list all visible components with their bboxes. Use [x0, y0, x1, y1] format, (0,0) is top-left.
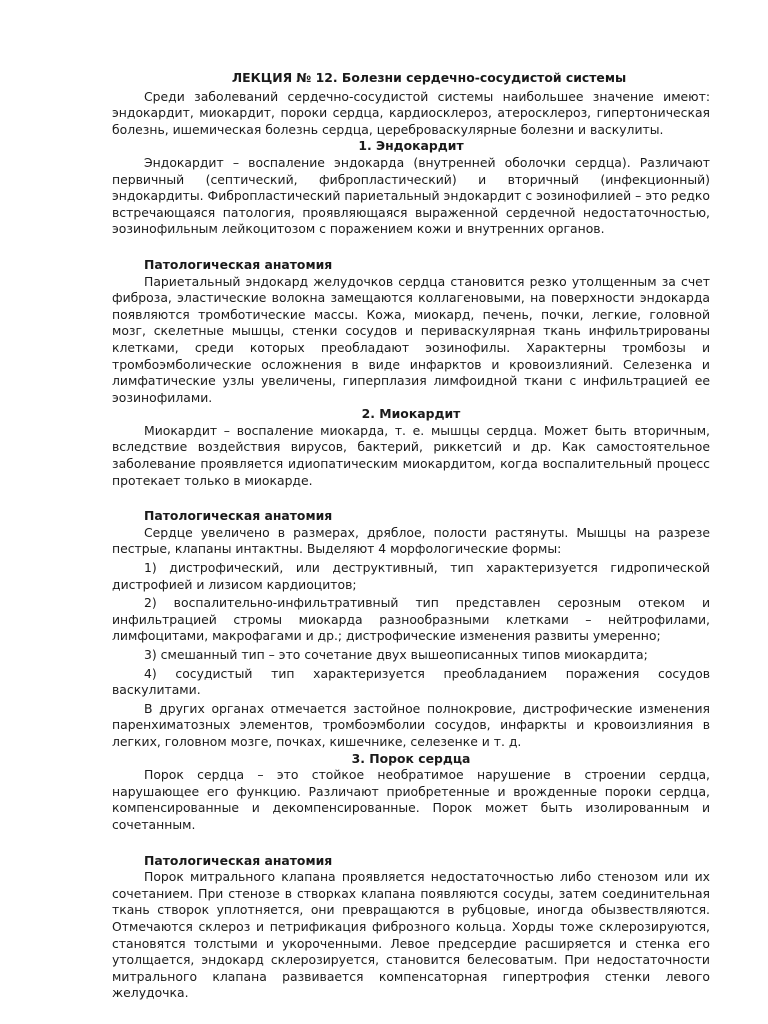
section-heading-heart-defect: 3. Порок сердца	[351, 750, 471, 766]
intro-paragraph: Среди заболеваний сердечно-сосудистой системы наибольшее значение имеют: эндокардит, миокардит, пороки сердца, кардиосклероз, атеросклероз, гипертоническая болезнь, ишемическая болезнь сердца, цереброваскулярные болезни и васкулиты.	[112, 88, 710, 137]
section-paragraph: Порок сердца – это стойкое необратимое нарушение в строении сердца, нарушающее его функцию. Различают приобретенные и врожденные пороки сердца, компенсированные и декомпенсированные. Порок может быть изолированным и сочетанным.	[112, 767, 710, 832]
document-page	[112, 70, 710, 1002]
list-item: 2) воспалительно-инфильтративный тип представлен серозным отеком и инфильтрацией стромы миокарда разнообразными клетками – нейтрофилами, лимфоцитами, макрофагами и др.; дистрофические изменения развиты умеренно;	[112, 595, 710, 644]
subsection-heading-pathology: Патологическая анатомия	[144, 256, 333, 272]
section-heading-endocarditis: 1. Эндокардит	[358, 138, 464, 154]
section-paragraph: В других органах отмечается застойное полнокровие, дистрофические изменения паренхиматозных элементов, тромбоэмболии сосудов, инфаркты и кровоизлияния в легких, головном мозге, почках, кишечнике, селезенке и т. д.	[112, 700, 710, 749]
section-paragraph: Париетальный эндокард желудочков сердца становится резко утолщенным за счет фиброза, эластические волокна замещаются коллагеновыми, на поверхности эндокарда появляются тромботические массы. Кожа, миокард, печень, почки, легкие, головной мозг, скелетные мышцы, стенки сосудов и периваскулярная ткань инфильтрированы клетками, среди которых преобладают эозинофилы. Характерны тромбозы и тромбоэмболические осложнения в виде инфарктов и кровоизлияний. Селезенка и лимфатические узлы увеличены, гиперплазия лимфоидной ткани с инфильтрацией ее эозинофилами.	[112, 273, 710, 405]
section-paragraph: Миокардит – воспаление миокарда, т. е. мышцы сердца. Может быть вторичным, вследствие воздействия вирусов, бактерий, риккетсий и др. Как самостоятельное заболевание проявляется идиопатическим миокардитом, когда воспалительный процесс протекает только в миокарде.	[112, 422, 710, 488]
list-item: 1) дистрофический, или деструктивный, тип характеризуется гидропической дистрофией и лизисом кардиоцитов;	[112, 560, 710, 592]
section-paragraph: Сердце увеличено в размерах, дряблое, полости растянуты. Мышцы на разрезе пестрые, клапаны интактны. Выделяют 4 морфологические формы:	[112, 524, 710, 557]
page-title: ЛЕКЦИЯ № 12. Болезни сердечно-сосудистой системы	[231, 70, 627, 85]
list-item: 3) смешанный тип – это сочетание двух вышеописанных типов миокардита;	[144, 647, 648, 662]
section-paragraph: Порок митрального клапана проявляется недостаточностью либо стенозом или их сочетанием. При стенозе в створках клапана появляются сосуды, затем соединительная ткань створок уплотняется, они превращаются в рубцовые, иногда обызвествляются. Отмечаются склероз и петрификация фиброзного кольца. Хорды тоже склерозируются, становятся толстыми и укороченными. Левое предсердие расширяется и стенка его утолщается, эндокард склерозируется, становится белесоватым. При недостаточности митрального клапана развивается компенсаторная гипертрофия стенки левого желудочка.	[112, 869, 710, 1001]
list-item: 4) сосудистый тип характеризуется преобладанием поражения сосудов васкулитами.	[112, 665, 710, 698]
subsection-heading-pathology: Патологическая анатомия	[144, 852, 333, 868]
section-heading-myocarditis: 2. Миокардит	[361, 406, 461, 422]
subsection-heading-pathology: Патологическая анатомия	[144, 508, 333, 524]
section-paragraph: Эндокардит – воспаление эндокарда (внутренней оболочки сердца). Различают первичный (септический, фибропластический) и вторичный (инфекционный) эндокардиты. Фибропластический париетальный эндокардит с эозинофилией – это редко встречающаяся патология, проявляющаяся выраженной сердечной недостаточностью, эозинофильным лейкоцитозом с поражением кожи и внутренних органов.	[112, 154, 710, 237]
